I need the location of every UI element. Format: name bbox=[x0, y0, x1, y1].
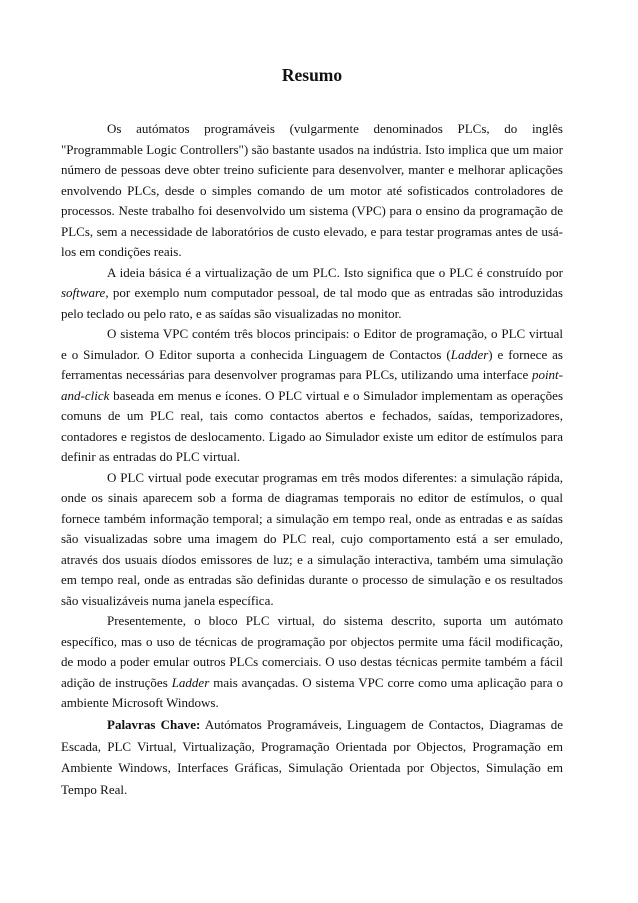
paragraph-intro: Os autómatos programáveis (vulgarmente denominados PLCs, do inglês "Programmable Logic Controllers") são bastante usados na indústria. Isto implica que um maior número de pessoas deve obter treino suficiente para desenvolver, manter e melhorar aplicações envolvendo PLCs, desde o simples comando de um motor até sofisticados controladores de processos. Neste trabalho foi desenvolvido um sistema (VPC) para o ensino da programação de PLCs, sem a necessidade de laboratórios de custo elevado, e para testar programas antes de usá-los em condições reais. bbox=[61, 121, 563, 259]
paragraph-text: baseada em menus e ícones. O PLC virtual e o Simulador implementam as operações comuns de um PLC real, tais como contactos abertos e fechados, saídas, temporizadores, contadores e registos de deslocamento. Ligado ao Simulador existe um editor de estímulos para definir as entradas do PLC virtual. bbox=[61, 387, 564, 464]
keywords-section bbox=[61, 714, 563, 800]
abstract-body bbox=[61, 119, 563, 714]
paragraph-text: O sistema VPC contém três blocos principais: o Editor de programação, o PLC virtual e o Simulador. O Editor suporta a conhecida Linguagem de Contactos ( bbox=[61, 326, 563, 362]
paragraph-present-state bbox=[61, 611, 563, 714]
paragraph-simulation-modes: O PLC virtual pode executar programas em três modos diferentes: a simulação rápida, onde os sinais aparecem sob a forma de diagramas temporais no editor de estímulos, o qual fornece também informação temporal; a simulação em tempo real, onde as entradas e as saídas são visualizadas sobre uma imagem do PLC real, cujo comportamento está a ser emulado, através dos usuais díodos emissores de luz; e a simulação interactiva, também uma simulação em tempo real, onde as entradas são definidas durante o processo de simulação e os resultados são visualizáveis numa janela específica. bbox=[61, 469, 563, 608]
paragraph-virtualization bbox=[61, 263, 563, 325]
paragraph-text: Presentemente, o bloco PLC virtual, do sistema descrito, suporta um autómato específico, mas o uso de técnicas de programação por objectos permite uma fácil modificação, de modo a poder emular outros PLCs comerciais. O uso destas técnicas permite também a fácil adição de instruções bbox=[61, 613, 563, 690]
emphasis-point-and-click: point-and-click bbox=[61, 367, 563, 403]
paragraph-text: ) e fornece as ferramentas necessárias para desenvolver programas para PLCs, utilizando uma interface bbox=[61, 346, 563, 382]
paragraph-text: mais avançadas. O sistema VPC corre como uma aplicação para o ambiente Microsoft Windows. bbox=[61, 674, 564, 710]
keywords-label: Palavras Chave: bbox=[107, 717, 201, 732]
page-title: Resumo bbox=[281, 65, 343, 85]
paragraph-text: , por exemplo num computador pessoal, de tal modo que as entradas são introduzidas pelo teclado ou pelo rato, e as saídas são visualizadas no monitor. bbox=[61, 285, 563, 321]
emphasis-ladder: Ladder bbox=[450, 346, 489, 362]
keywords-text: Autómatos Programáveis, Linguagem de Contactos, Diagramas de Escada, PLC Virtual, Virtualização, Programação Orientada por Objectos, Programação em Ambiente Windows, Interfaces Gráficas, Simulação Orientada por Objectos, Simulação em Tempo Real. bbox=[61, 717, 563, 797]
emphasis-software: software bbox=[61, 285, 106, 300]
paragraph-vpc-blocks bbox=[61, 324, 563, 468]
keywords-paragraph bbox=[61, 714, 563, 800]
paragraph-text: A ideia básica é a virtualização de um PLC. Isto significa que o PLC é construído por bbox=[107, 264, 563, 280]
emphasis-ladder: Ladder bbox=[171, 674, 210, 690]
